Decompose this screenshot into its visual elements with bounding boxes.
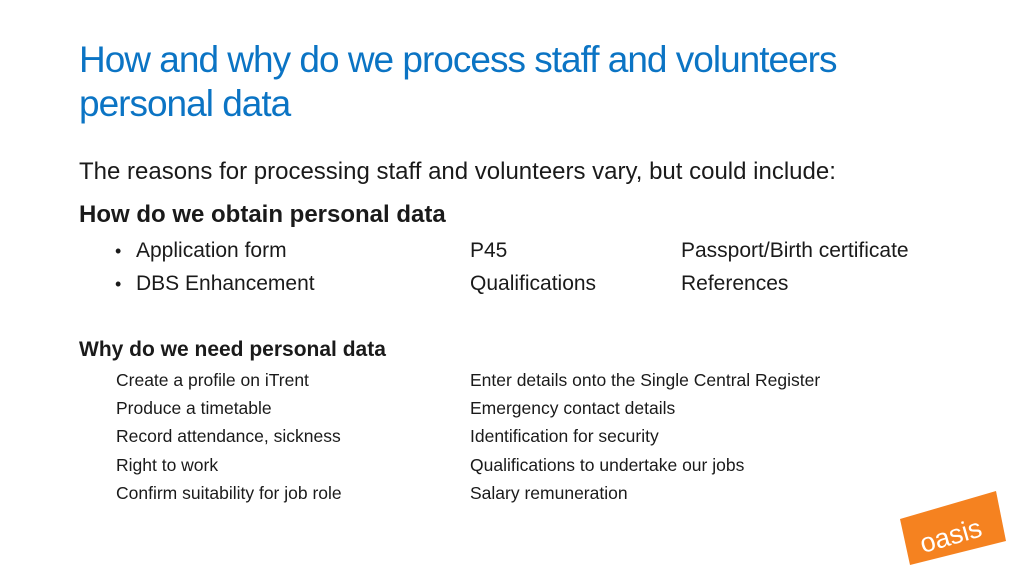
obtain-item: Application form: [136, 239, 287, 262]
why-item: Emergency contact details: [470, 398, 676, 418]
logo-text: oasis: [916, 512, 986, 559]
obtain-item: P45: [470, 239, 508, 262]
obtain-item: Qualifications: [470, 272, 597, 295]
slide-title: How and why do we process staff and volunteers personal data: [79, 39, 837, 124]
bullet-icon: •: [115, 241, 122, 261]
intro-text: The reasons for processing staff and volunteers vary, but could include:: [79, 158, 836, 185]
why-item: Create a profile on iTrent: [116, 370, 309, 390]
why-item: Qualifications to undertake our jobs: [470, 455, 745, 475]
why-item: Record attendance, sickness: [116, 426, 341, 446]
obtain-item: References: [681, 272, 789, 295]
obtain-item: DBS Enhancement: [136, 272, 315, 295]
why-item: Confirm suitability for job role: [116, 483, 342, 503]
bullet-icon: •: [115, 274, 122, 294]
why-item: Produce a timetable: [116, 398, 272, 418]
obtain-item: Passport/Birth certificate: [681, 239, 909, 262]
why-item: Salary remuneration: [470, 483, 628, 503]
obtain-heading: How do we obtain personal data: [79, 201, 446, 228]
oasis-logo-icon: [898, 489, 1008, 567]
why-item: Enter details onto the Single Central Register: [470, 370, 821, 390]
why-item: Right to work: [116, 455, 219, 475]
why-heading: Why do we need personal data: [79, 338, 386, 361]
why-item: Identification for security: [470, 426, 659, 446]
